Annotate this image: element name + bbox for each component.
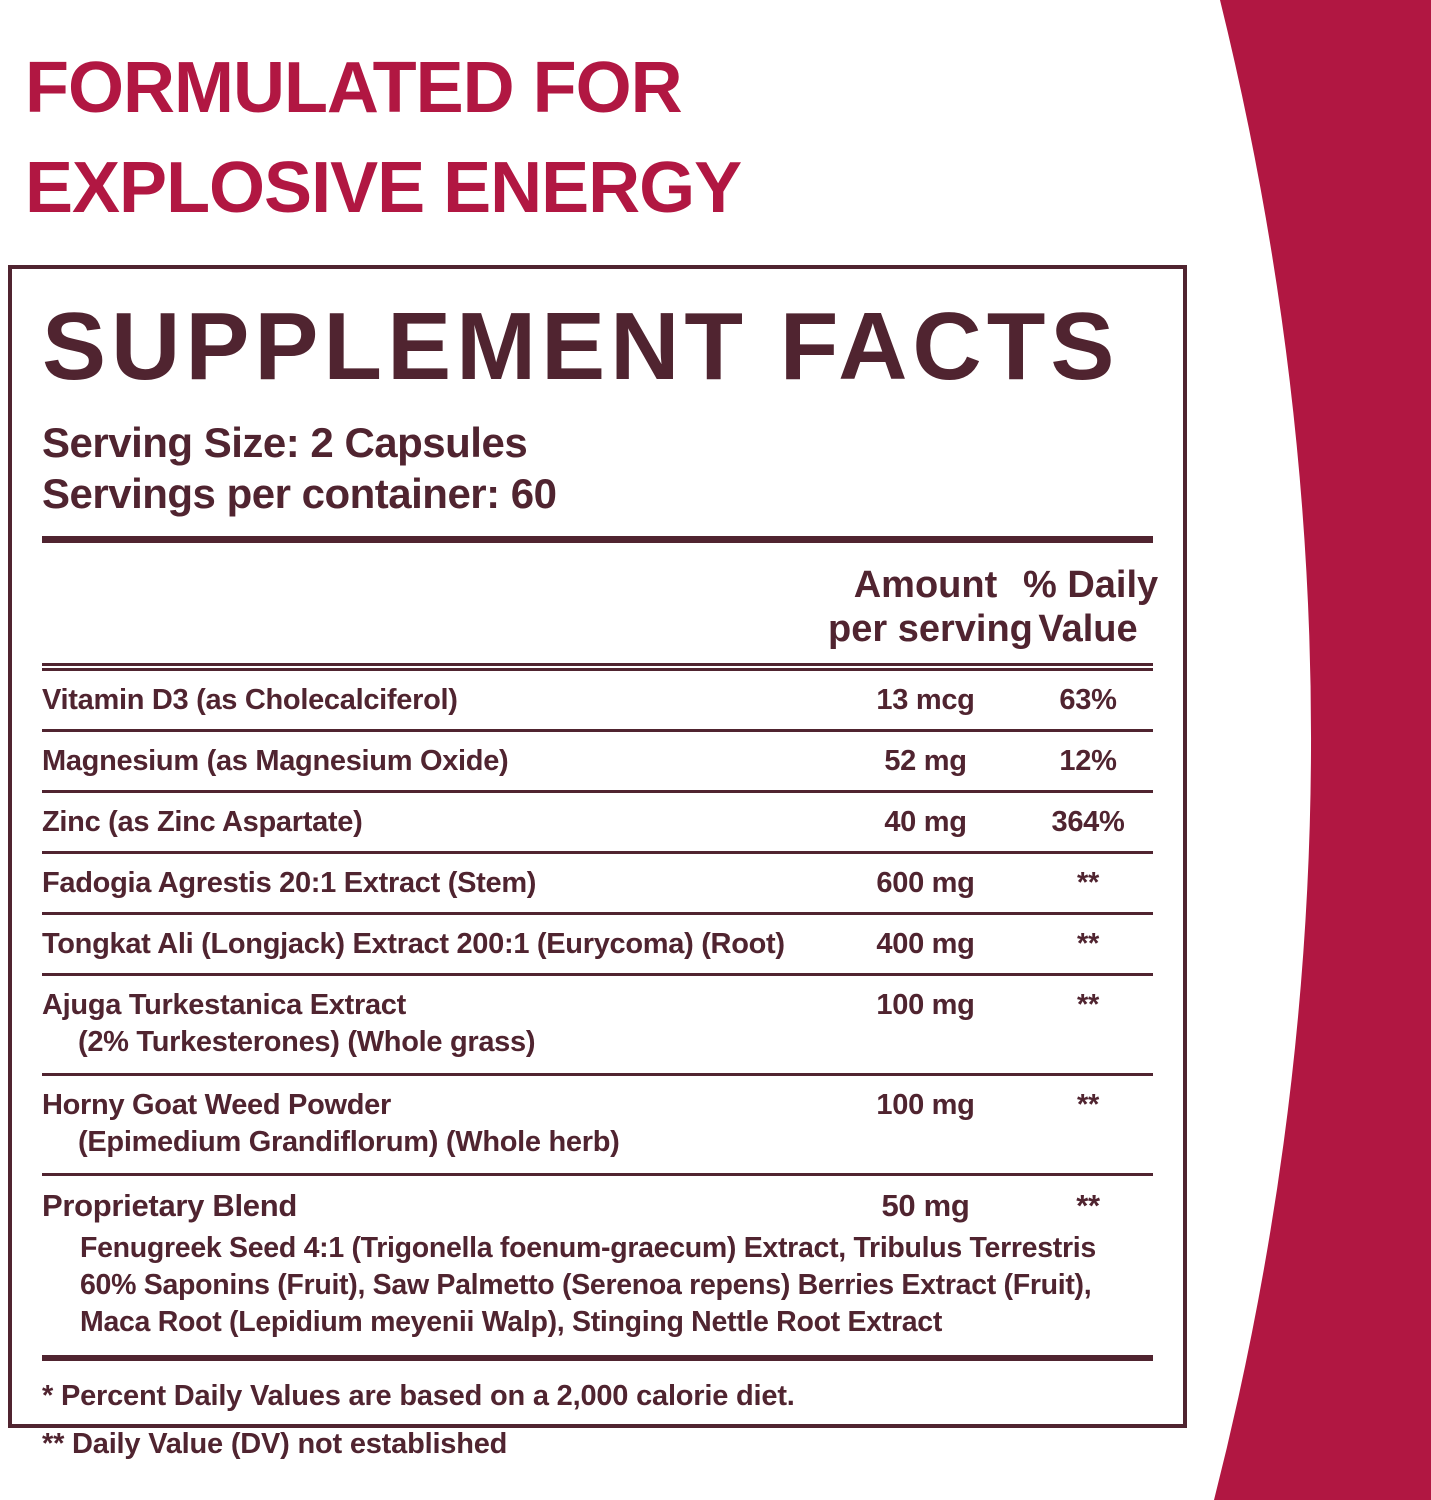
servings-per-container: Servings per container: 60: [42, 470, 557, 517]
nutrient-daily-value: 364%: [1051, 806, 1125, 838]
divider-double: [42, 663, 1153, 671]
nutrient-name: Ajuga Turkestanica Extract (2% Turkesterones) (Whole grass): [42, 989, 828, 1059]
column-header-amount: Amount per serving: [828, 564, 1033, 650]
nutrient-amount: 400 mg: [876, 928, 975, 960]
nutrient-name: Zinc (as Zinc Aspartate): [42, 806, 363, 838]
facts-title: SUPPLEMENT FACTS: [42, 293, 1120, 400]
supplement-facts-panel: [8, 265, 1187, 1460]
nutrient-name: Magnesium (as Magnesium Oxide): [42, 745, 509, 777]
divider-thick-bottom: [42, 1355, 1153, 1361]
nutrient-name-detail: (2% Turkesterones) (Whole grass): [78, 1026, 536, 1058]
nutrient-row-horny-goat-weed: [42, 1076, 1153, 1176]
serving-size: Serving Size: 2 Capsules: [42, 419, 528, 466]
nutrient-daily-value: 63%: [1059, 684, 1117, 716]
nutrient-amount: 100 mg: [876, 989, 975, 1021]
nutrient-daily-value: **: [1077, 989, 1099, 1021]
nutrient-amount: 40 mg: [884, 806, 967, 838]
nutrient-name: Vitamin D3 (as Cholecalciferol): [42, 684, 458, 716]
nutrient-row-ajuga: [42, 976, 1153, 1076]
nutrient-amount: 52 mg: [884, 745, 967, 777]
nutrient-amount: 50 mg: [881, 1188, 970, 1223]
nutrient-row-proprietary-blend: [42, 1176, 1153, 1222]
nutrient-amount: 100 mg: [876, 1089, 975, 1121]
brand-header-line1: FORMULATED FOR: [25, 48, 682, 128]
nutrient-name: Proprietary Blend: [42, 1188, 298, 1223]
serving-info: [42, 417, 1153, 519]
proprietary-blend-description: Fenugreek Seed 4:1 (Trigonella foenum-graecum) Extract, Tribulus Terrestris 60% Saponins (Fruit), Saw Palmetto (Serenoa repens) Berries Extract (Fruit), Maca Root (Lepidium meyenii Walp), Stinging Nettle Root Extract: [80, 1232, 1096, 1338]
nutrient-amount: 13 mcg: [876, 684, 975, 716]
column-header-daily-value: % Daily Value: [1023, 564, 1159, 650]
nutrient-name: Tongkat Ali (Longjack) Extract 200:1 (Eurycoma) (Root): [42, 928, 785, 960]
nutrient-amount: 600 mg: [876, 867, 975, 899]
nutrient-row-tongkat-ali: [42, 915, 1153, 976]
nutrient-name: Horny Goat Weed Powder (Epimedium Grandiflorum) (Whole herb): [42, 1089, 828, 1159]
column-headers: [42, 563, 1159, 651]
nutrient-daily-value: **: [1076, 1188, 1100, 1223]
nutrient-daily-value: **: [1077, 1089, 1099, 1121]
nutrient-daily-value: **: [1077, 867, 1099, 899]
nutrient-row-zinc: [42, 793, 1153, 854]
footnote-dv-not-established: ** Daily Value (DV) not established: [42, 1428, 508, 1460]
brand-header-line2: EXPLOSIVE ENERGY: [25, 148, 742, 228]
nutrient-daily-value: 12%: [1059, 745, 1117, 777]
brand-header: [25, 38, 741, 238]
nutrient-name: Fadogia Agrestis 20:1 Extract (Stem): [42, 867, 537, 899]
nutrient-row-vitamin-d3: [42, 671, 1153, 732]
nutrient-row-fadogia: [42, 854, 1153, 915]
nutrient-row-magnesium: [42, 732, 1153, 793]
curve-shape-path: [1214, 0, 1431, 1500]
footnote-daily-value-basis: * Percent Daily Values are based on a 2,000 calorie diet.: [42, 1380, 795, 1412]
nutrient-daily-value: **: [1077, 928, 1099, 960]
nutrient-name-detail: (Epimedium Grandiflorum) (Whole herb): [78, 1126, 620, 1158]
divider-thick-top: [42, 536, 1153, 543]
